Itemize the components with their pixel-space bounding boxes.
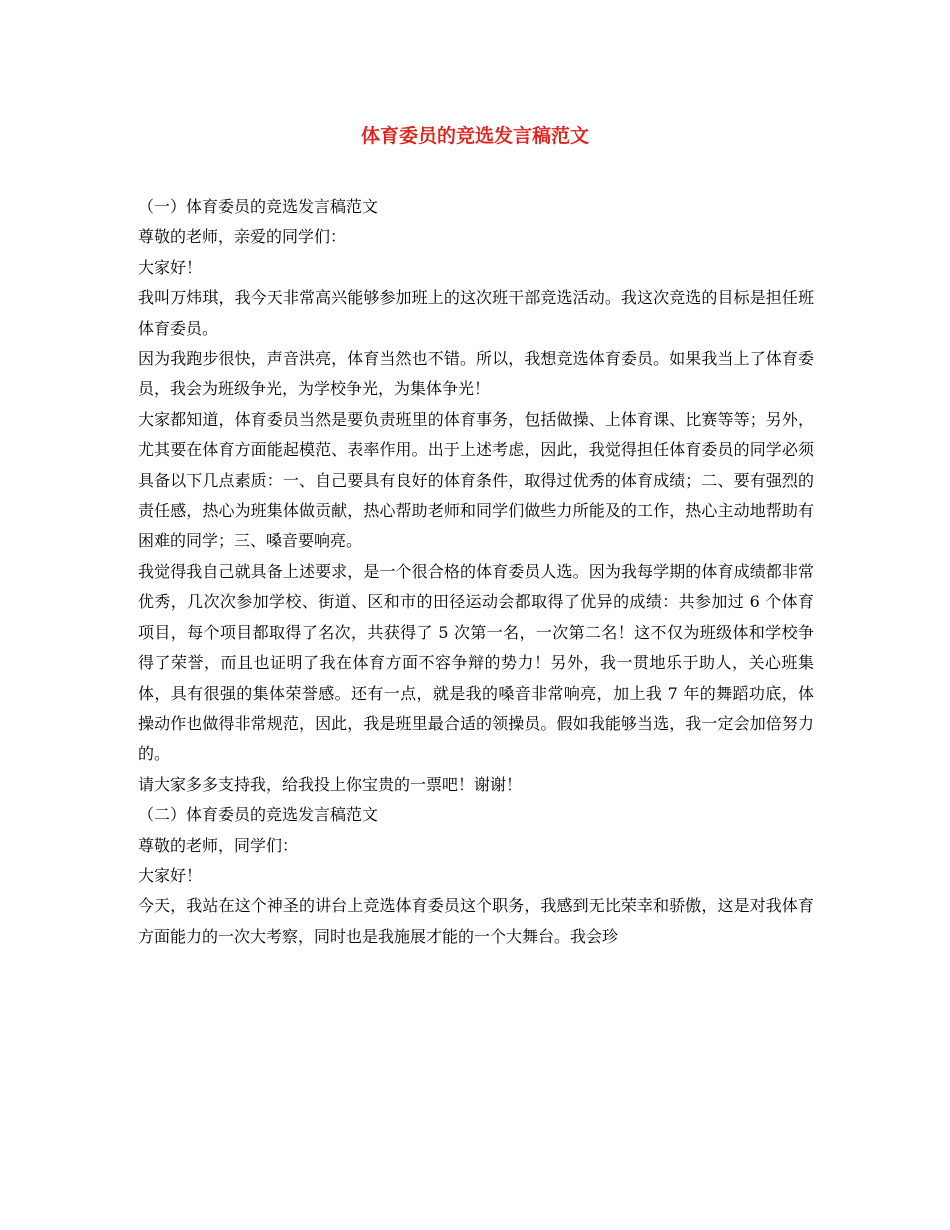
paragraph: 大家都知道，体育委员当然是要负责班里的体育事务，包括做操、上体育课、比赛等等；另外，尤其要在体育方面能起模范、表率作用。出于上述考虑，因此，我觉得担任体育委员的同学必须具备以下几点素质：一、自己要具有良好的体育条件，取得过优秀的体育成绩；二、要有强烈的责任感，热心为班集体做贡献，热心帮助老师和同学们做些力所能及的工作，热心主动地帮助有困难的同学；三、嗓音要响亮。 — [138, 409, 814, 551]
salutation: 尊敬的老师，亲爱的同学们： — [138, 227, 347, 247]
salutation: 尊敬的老师，同学们： — [138, 835, 299, 855]
paragraph: 我叫万炜琪，我今天非常高兴能够参加班上的这次班干部竞选活动。我这次竞选的目标是担任班体育委员。 — [138, 288, 814, 338]
greeting: 大家好！ — [138, 257, 203, 277]
document-body — [138, 192, 814, 952]
document-title: 体育委员的竞选发言稿范文 — [360, 125, 589, 147]
paragraph: 因为我跑步很快，声音洪亮，体育当然也不错。所以，我想竞选体育委员。如果我当上了体育委员，我会为班级争光，为学校争光，为集体争光！ — [138, 349, 814, 399]
section-heading: （一）体育委员的竞选发言稿范文 — [138, 197, 379, 216]
section-heading: （二）体育委员的竞选发言稿范文 — [138, 805, 379, 825]
greeting: 大家好！ — [138, 865, 203, 885]
paragraph: 今天，我站在这个神圣的讲台上竞选体育委员这个职务，我感到无比荣幸和骄傲，这是对我体育方面能力的一次大考察，同时也是我施展才能的一个大舞台。我会珍 — [138, 896, 814, 946]
paragraph: 我觉得我自己就具备上述要求，是一个很合格的体育委员人选。因为我每学期的体育成绩都非常优秀，几次次参加学校、街道、区和市的田径运动会都取得了优异的成绩：共参加过 6 个体育项目，每个项目都取得了名次，共获得了 5 次第一名，一次第二名！这不仅为班级体和学校争得了荣誉，而且也证明了我在体育方面不容争辩的势力！另外，我一贯地乐于助人，关心班集体，具有很强的集体荣誉感。还有一点，就是我的嗓音非常响亮，加上我 7 年的舞蹈功底，体操动作也做得非常规范，因此，我是班里最合适的领操员。假如我能够当选，我一定会加倍努力的。 — [138, 561, 814, 764]
closing: 请大家多多支持我，给我投上你宝贵的一票吧！谢谢！ — [138, 774, 523, 794]
